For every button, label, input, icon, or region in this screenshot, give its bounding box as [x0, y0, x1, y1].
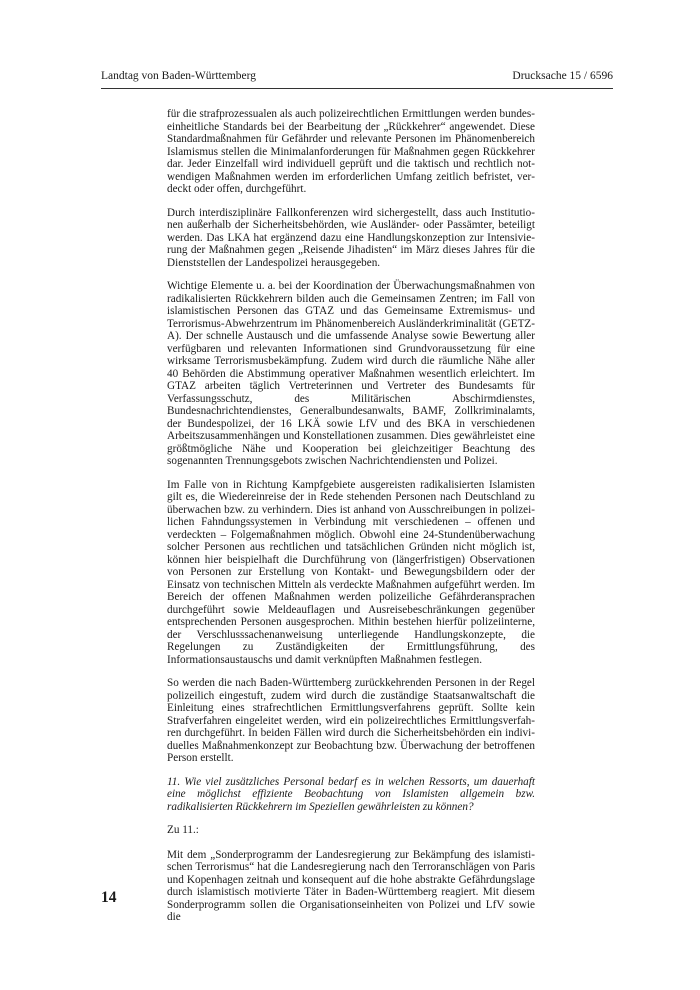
header-title: Landtag von Baden-Württemberg — [101, 70, 256, 82]
page-header — [101, 66, 613, 89]
paragraph: Im Falle von in Richtung Kampfgebiete ausgereisten radikalisierten Islamisten gilt es, die Wiedereinreise der in Rede stehenden Personen nach Deutschland zu überwachen bzw. zu verhindern. Dies ist anhand von Ausschreibungen in polizeilichen Fahndungssystemen in Verbindung mit verschiedenen – offenen und verdeckten – Folgemaßnahmen möglich. Obwohl eine 24-Stundenüberwachung solcher Personen aus rechtlichen und tatsächlichen Gründen nicht möglich ist, können hier beispielhaft die Durchführung von (längerfristigen) Observationen von Personen zur Erstellung von Kontakt- und Bewegungsbildern oder der Einsatz von technischen Mitteln als verdeckte Maßnahmen aufgeführt werden. Im Bereich der offenen Maßnahmen werden polizeiliche Gefährderansprachen durchgeführt sowie Meldeauflagen und Ausreisebeschränkungen gegenüber entsprechenden Personen ausgesprochen. Mithin bestehen hierfür polizeiinterne, der Verschlusssachenanweisung unterliegende Handlungskonzepte, die Regelungen zu Zuständigkeiten der Ermittlungsführung, des Informationsaustauschs und damit verknüpften Maßnahmen festlegen. — [167, 478, 535, 666]
header-document-number: Drucksache 15 / 6596 — [512, 70, 613, 82]
paragraph: So werden die nach Baden-Württemberg zurückkehrenden Personen in der Regel polizeilich eingestuft, zudem wird durch die zuständige Staatsanwaltschaft die Einleitung eines strafrechtlichen Ermittlungsverfahrens geprüft. Sollte kein Strafverfahren eingeleitet werden, wird ein polizeirechtliches Ermittlungsverfahren durchgeführt. In beiden Fällen wird durch die Sicherheitsbehörden ein individuelles Maßnahmenkonzept zur Beobachtung bzw. Überwachung der betroffenen Person erstellt. — [167, 677, 535, 764]
paragraph: für die strafprozessualen als auch polizeirechtlichen Ermittlungen werden bundeseinheitliche Standards bei der Bearbeitung der „Rückkehrer“ angewendet. Diese Standardmaßnahmen für Gefährder und relevante Personen im Phänomenbereich Islamismus stellen die Minimalanforderungen für Maßnahmen gegen Rückkehrer dar. Jeder Einzelfall wird individuell geprüft und die taktisch und rechtlich notwendigen Maßnahmen werden im erforderlichen Umfang zeitlich befristet, verdeckt oder offen, durchgeführt. — [167, 108, 535, 195]
paragraph: Durch interdisziplinäre Fallkonferenzen wird sichergestellt, dass auch Institutionen außerhalb der Sicherheitsbehörden, wie Ausländer- oder Passämter, beteiligt werden. Das LKA hat ergänzend dazu eine Handlungskonzeption zur Intensivierung der Maßnahmen gegen „Reisende Jihadisten“ im März dieses Jahres für die Dienststellen der Landespolizei herausgegeben. — [167, 206, 535, 269]
page-number: 14 — [101, 889, 117, 906]
paragraph: Wichtige Elemente u. a. bei der Koordination der Überwachungsmaßnahmen von radikalisierten Rückkehrern bilden auch die Gemeinsamen Zentren; im Fall von islamistischen Personen das GTAZ und das Gemeinsame Extremismus- und Terrorismus-Abwehrzentrum im Phänomenbereich Ausländerkriminalität (GETZ-A). Der schnelle Austausch und die umfassende Analyse sowie Bewertung aller verfügbaren und relevanten Informationen sind Grundvoraussetzung für eine wirksame Terrorismusbekämpfung. Zudem wird durch die räumliche Nähe aller 40 Behörden die Abstimmung operativer Maßnahmen wesentlich erleichtert. Im GTAZ arbeiten täglich Vertreterinnen und Vertreter des Bundesamts für Verfassungsschutz, des Militärischen Abschirmdienstes, Bundesnachrichtendienstes, Generalbundesanwalts, BAMF, Zollkriminalamts, der Bundespolizei, der 16 LKÄ sowie LfV und des BKA in verschiedenen Arbeitszusammenhängen und Konstellationen zusammen. Dies gewährleistet eine größtmögliche Nähe und Kooperation bei gleichzeitiger Beachtung des sogenannten Trennungsgebots zwischen Nachrichtendiensten und Polizei. — [167, 280, 535, 467]
question-11: 11. Wie viel zusätzliches Personal bedarf es in welchen Ressorts, um dauerhaft eine möglichst effiziente Beobachtung von Islamisten allgemein bzw. radikalisierten Rückkehrern im Speziellen gewährleisten zu können? — [167, 775, 535, 813]
answer-paragraph: Mit dem „Sonderprogramm der Landesregierung zur Bekämpfung des islamistischen Terrorismus“ hat die Landesregierung nach den Terroranschlägen von Paris und Kopenhagen zeitnah und konsequent auf die hohe abstrakte Gefährdungslage durch islamistisch motivierte Täter in Baden-Württemberg reagiert. Mit diesem Sonderprogramm sollen die Organisationseinheiten von Polizei und LfV sowie die — [167, 848, 535, 923]
answer-label: Zu 11.: — [167, 824, 199, 836]
document-body — [167, 108, 535, 935]
